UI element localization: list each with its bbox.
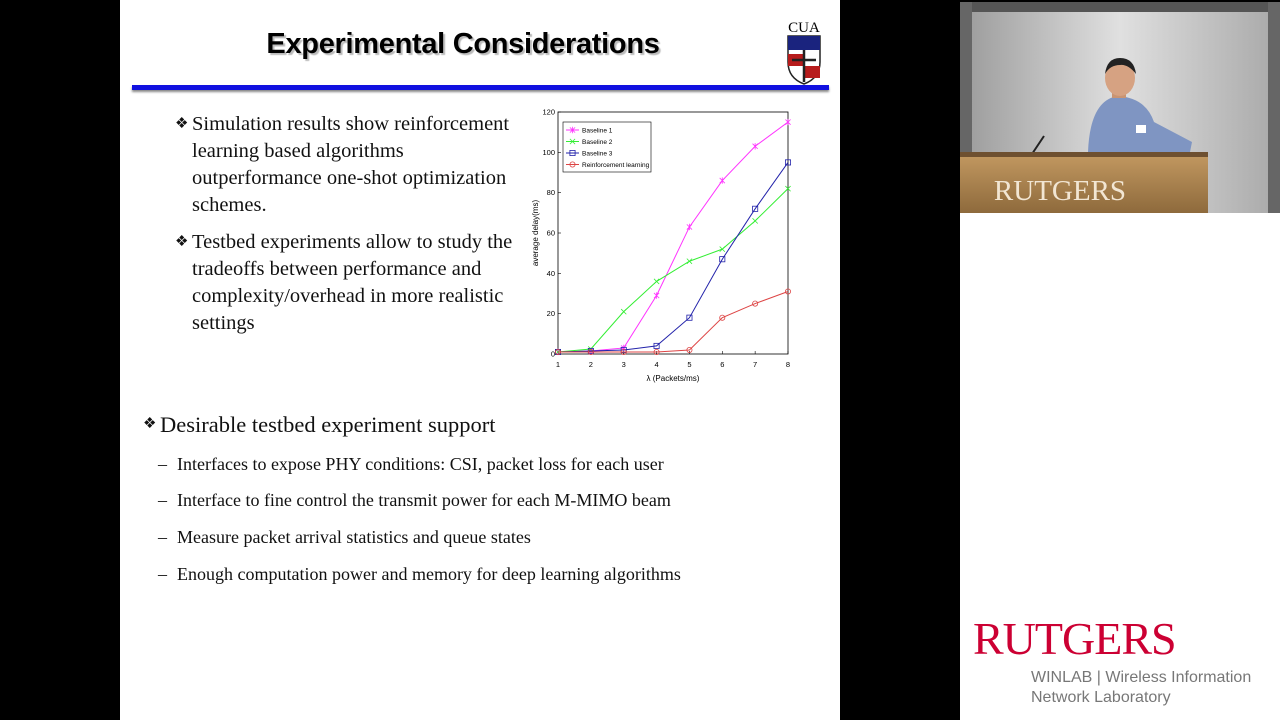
- data-point: [720, 177, 725, 183]
- speaker-video-feed: [960, 2, 1280, 213]
- bullet-line: tradeoffs between performance and: [192, 258, 482, 280]
- speaker-scene: [960, 2, 1280, 213]
- y-tick-label: 100: [542, 147, 555, 157]
- x-tick-label: 7: [753, 360, 758, 369]
- delay-line-chart: [530, 104, 805, 389]
- slide-title: Experimental Considerations: [266, 28, 660, 60]
- support-item: – Interfaces to expose PHY conditions: CSI, packet loss for each user: [158, 454, 664, 474]
- legend-label: Baseline 1: [582, 127, 613, 135]
- bullet-line: schemes.: [192, 194, 267, 216]
- bullet-diamond-icon: ❖: [175, 116, 189, 132]
- support-item-text: Interface to fine control the transmit power for each M-MIMO beam: [177, 490, 671, 510]
- bullet-line: learning based algorithms: [192, 140, 404, 162]
- podium-text: RUTGERS: [993, 175, 1127, 207]
- support-item: – Interface to fine control the transmit power for each M-MIMO beam: [158, 490, 671, 510]
- support-item: – Measure packet arrival statistics and queue states: [158, 527, 531, 547]
- data-point: [687, 259, 692, 264]
- data-point: [687, 224, 692, 230]
- series-line: [558, 189, 788, 352]
- data-point: [785, 119, 790, 125]
- data-point: [654, 292, 659, 298]
- support-heading-text: Desirable testbed experiment support: [160, 412, 496, 437]
- y-tick-label: 20: [546, 309, 555, 319]
- bullet-simulation-results: [175, 111, 512, 219]
- bullet-line: Testbed experiments allow to study the: [192, 231, 513, 253]
- series-line: [558, 162, 788, 352]
- logo-text: CUA: [788, 20, 820, 36]
- legend-label: Baseline 3: [582, 150, 613, 158]
- bullet-line: complexity/overhead in more realistic: [192, 285, 504, 307]
- series-3: [555, 160, 790, 355]
- title-divider: [132, 85, 829, 90]
- support-item: – Enough computation power and memory for deep learning algorithms: [158, 564, 681, 584]
- series-4: [555, 289, 790, 355]
- series-line: [558, 291, 788, 352]
- y-tick-label: 0: [550, 349, 555, 359]
- y-tick-label: 40: [546, 268, 555, 278]
- y-tick-label: 80: [546, 188, 555, 198]
- data-point: [720, 247, 725, 252]
- y-tick-label: 120: [542, 107, 555, 117]
- support-heading: [143, 411, 496, 438]
- data-point: [753, 143, 758, 149]
- support-item-text: Measure packet arrival statistics and queue states: [177, 527, 531, 547]
- legend-label: Baseline 2: [582, 139, 613, 146]
- y-axis-label: average delay(ms): [531, 199, 540, 267]
- x-tick-label: 4: [654, 360, 659, 369]
- x-axis-label: λ (Packets/ms): [646, 374, 700, 383]
- bullet-diamond-icon: ❖: [175, 234, 189, 250]
- bullet-testbed-experiments: [175, 229, 522, 337]
- x-tick-label: 5: [687, 360, 692, 369]
- support-item-text: Enough computation power and memory for deep learning algorithms: [177, 564, 681, 584]
- bullet-line: Simulation results show reinforcement: [192, 113, 510, 135]
- x-tick-label: 6: [720, 360, 725, 369]
- y-tick-label: 60: [546, 228, 555, 238]
- presentation-slide: [120, 0, 840, 720]
- x-tick-label: 2: [588, 360, 593, 369]
- bullet-line: outperformance one-shot optimization: [192, 167, 507, 189]
- bullet-line: settings: [192, 312, 255, 334]
- data-point: [753, 218, 758, 223]
- lab-name-line1: WINLAB | Wireless Information: [1031, 669, 1252, 686]
- lab-name-line2: Network Laboratory: [1031, 689, 1171, 706]
- bullet-diamond-icon: ❖: [143, 416, 157, 432]
- x-tick-label: 8: [785, 360, 791, 369]
- data-point: [621, 309, 626, 314]
- data-point: [654, 279, 659, 284]
- support-item-text: Interfaces to expose PHY conditions: CSI, packet loss for each user: [177, 454, 664, 474]
- legend-label: Reinforcement learning: [582, 162, 650, 169]
- x-tick-label: 1: [555, 360, 561, 369]
- rutgers-logo: RUTGERS: [973, 613, 1176, 664]
- x-tick-label: 3: [621, 360, 626, 369]
- cua-logo: [784, 16, 824, 88]
